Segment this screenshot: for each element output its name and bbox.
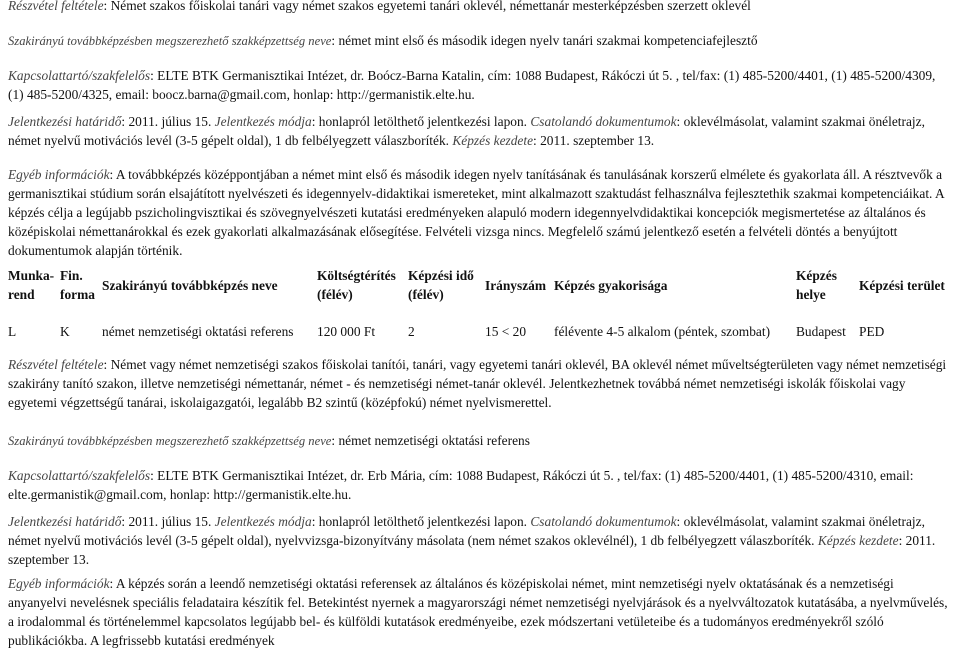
header-cell: Szakirányú továbbképzés neve <box>102 277 278 293</box>
label: Kapcsolattartó/szakfelelős <box>8 68 151 83</box>
table-cell: 120 000 Ft <box>317 324 376 339</box>
label: Csatolandó dokumentumok <box>530 514 677 529</box>
header-cell: Fin. forma <box>60 268 95 302</box>
table-cell: 2 <box>408 324 415 339</box>
other-info-2: Egyéb információk: A képzés során a leendő nemzetiségi oktatási referensek az általános és középiskolai német, mint nemzetiségi nyelv oktatásának és a nemzetiségi anyanyelvi nevelésnek speciális feladataira készítik fel. Betekintést nyernek a magyarországi német nemzetiségi nyelvjárások és a nyelvváltozatok kutatásába, a nyelvművelés, a irodalommal és történelemmel kapcsolatos legújabb bel- és külföldi kutatások eredményeibe, ezek módszertani vetületeibe és a tudományos eredményekről szóló publikációkba. A legfrissebb kutatási eredmények <box>8 576 948 648</box>
label: Képzés kezdete <box>452 133 534 148</box>
application-info-2: Jelentkezési határidő: 2011. július 15. Jelentkezés módja: honlapról letölthető jelentkezési lapon. Csatolandó dokumentumok: oklevélmásolat, valamint szakmai önéletrajz, német nyelvű motivációs levél (3-5 gépelt oldal), nyelvvizsga-bizonyítvány másolata (nem német szakos oklevélnél), 1 db felbélyegzett válaszboríték. Képzés kezdete: 2011. szeptember 13. <box>8 514 936 567</box>
table-header-row <box>8 262 952 322</box>
label: Csatolandó dokumentumok <box>530 114 677 129</box>
label: Szakirányú továbbképzésben megszerezhető szakképzettség neve <box>8 434 332 448</box>
participation-requirement-1: Részvétel feltétele: Német szakos főiskolai tanári vagy német szakos egyetemi tanári oklevél, némettanár mesterképzésben szerzett oklevél <box>8 0 751 13</box>
table-cell: Budapest <box>796 324 846 339</box>
qualification-name-2: Szakirányú továbbképzésben megszerezhető szakképzettség neve: német nemzetiségi oktatási referens <box>8 433 530 448</box>
label: Jelentkezési határidő <box>8 514 122 529</box>
label: Részvétel feltétele <box>8 0 104 13</box>
table-cell: PED <box>859 324 885 339</box>
label: Részvétel feltétele <box>8 357 104 372</box>
label: Kapcsolattartó/szakfelelős <box>8 468 151 483</box>
table-row <box>8 322 952 341</box>
contact-info-2: Kapcsolattartó/szakfelelős: ELTE BTK Germanisztikai Intézet, dr. Erb Mária, cím: 1088 Budapest, Rákóczi út 5. , tel/fax: (1) 485-5200/4401, (1) 485-5200/4310, email: elte.germanistik@gmail.com, honlap: http://germanistik.elte.hu. <box>8 468 914 502</box>
table-cell: K <box>60 324 70 339</box>
contact-info-1: Kapcsolattartó/szakfelelős: ELTE BTK Germanisztikai Intézet, dr. Boócz-Barna Katalin, cím: 1088 Budapest, Rákóczi út 5. , tel/fax: (1) 485-5200/4401, (1) 485-5200/4309, (1) 485-5200/4325, email: boocz.barna@gmail.com, honlap: http://germanistik.elte.hu. <box>8 68 936 102</box>
label: Képzés kezdete <box>817 533 899 548</box>
label: Jelentkezés módja <box>214 114 312 129</box>
header-cell: Képzési terület <box>859 277 945 293</box>
label: Jelentkezési határidő <box>8 114 122 129</box>
table-cell: L <box>8 324 17 339</box>
table-cell: német nemzetiségi oktatási referens <box>102 324 294 339</box>
header-cell: Képzési idő (félév) <box>408 268 474 302</box>
qualification-name-1: Szakirányú továbbképzésben megszerezhető szakképzettség neve: német mint első és második idegen nyelv tanári szakmai kompetenciafejlesztő <box>8 33 758 48</box>
other-info-1: Egyéb információk: A továbbképzés középpontjában a német mint első és második idegen nyelv tanításának és tanulásának korszerű elmélete és gyakorlata áll. A résztvevők a germanisztikai stúdium során elsajátított nyelvészeti és idegennyelv-didaktikai ismereteket, mint alkalmazott szaktudást felhasználva fejlesztethik szakmai kompetenciáikat. A képzés célja a legújabb pszicholingvisztikai és szövegnyelvészeti kutatási eredményeken alapuló modern idegennyelvdidaktikai koncepciók megismertetése az általános és középiskolai némettanárokkal és ezek gyakorlati alkalmazásának elősegítése. Felvételi vizsga nincs. Megfelelő számú jelentkező esetén a felvételi döntés a benyújtott dokumentumok alapján történik. <box>8 167 944 258</box>
header-cell: Költségtérítés (félév) <box>317 268 396 302</box>
label: Szakirányú továbbképzésben megszerezhető szakképzettség neve <box>8 34 332 48</box>
label: Egyéb információk <box>8 576 110 591</box>
application-info-1: Jelentkezési határidő: 2011. július 15. Jelentkezés módja: honlapról letölthető jelentkezési lapon. Csatolandó dokumentumok: oklevélmásolat, valamint szakmai önéletrajz, német nyelvű motivációs levél (3-5 gépelt oldal), 1 db felbélyegzett válaszboríték. Képzés kezdete: 2011. szeptember 13. <box>8 114 925 148</box>
header-cell: Képzés helye <box>796 268 837 302</box>
header-cell: Irányszám <box>485 277 546 293</box>
course-table <box>8 262 952 341</box>
label: Jelentkezés módja <box>214 514 312 529</box>
table-cell: 15 < 20 <box>485 324 527 339</box>
label: Egyéb információk <box>8 167 110 182</box>
header-cell: Munka-rend <box>8 268 55 302</box>
table-cell: félévente 4-5 alkalom (péntek, szombat) <box>554 324 771 339</box>
header-cell: Képzés gyakorisága <box>554 277 668 293</box>
participation-requirement-2: Részvétel feltétele: Német vagy német nemzetiségi szakos főiskolai tanítói, tanári, vagy egyetemi tanári oklevél, BA oklevél német műveltségterületen vagy német nemzetiségi szakirány tanító szakon, illetve nemzetiségi némettanár, német - és nemzetiségi német-tanár oklevél. Jelentkezhetnek továbbá német nemzetiségi iskolák főiskolai vagy egyetemi végzettségű tanárai, iskolaigazgatói, legalább B2 szintű (középfokú) német nyelvismerettel. <box>8 357 947 410</box>
